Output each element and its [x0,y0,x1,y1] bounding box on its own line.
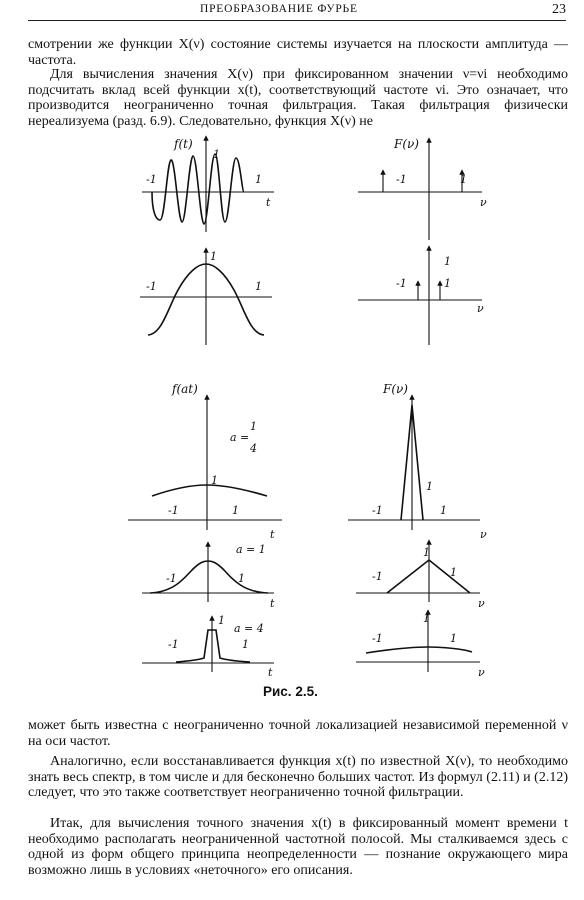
tick-minus-1b: -1 [396,173,407,186]
tick-minus-f: -1 [372,504,383,517]
figure-caption: Рис. 2.5. [263,684,318,699]
tick-minus-h: -1 [372,570,383,583]
axis-t: t [266,196,271,209]
tick-1e: 1 [232,504,239,517]
panel-spectrum-2 [358,248,482,345]
a-quarter-label: a = [230,431,250,444]
tick-minus-d: -1 [396,277,407,290]
tick-minus-g: -1 [166,572,177,585]
paragraph-2: Для вычисления значения X(ν) при фиксированном значении ν=νi необходимо подсчитать вклад всей функции x(t), соответствующий частоте νi. Это означает, что производится неограниченно точная фильтрация. Такая фильтрация физически нереализуема (разд. 6.9). Следовательно, функция X(ν) не [28,67,568,129]
panel-spectrum-1 [358,140,482,240]
tick-1h: 1 [450,566,457,579]
axis-t-e: t [270,528,275,541]
a-quarter-den: 4 [250,442,257,455]
running-title: ПРЕОБРАЗОВАНИЕ ФУРЬЕ [200,3,358,15]
tick-peak-c: 1 [210,250,217,263]
tick-1i: 1 [242,638,249,651]
tick-peak-h: 1 [423,546,430,559]
a1-label: a = 1 [236,543,266,556]
tick-1c: 1 [255,280,262,293]
tick-peak-i: 1 [218,614,225,627]
axis-nu: ν [480,196,487,209]
tick-1f: 1 [440,504,447,517]
tick-minus-1: -1 [146,173,157,186]
paragraph-1: смотрении же функции X(ν) состояние системы изучается на плоскости амплитуда — частота. [28,37,568,68]
tick-1j: 1 [450,632,457,645]
label-fv: F(ν) [394,137,419,151]
tick-1: 1 [255,173,262,186]
paragraph-4: Аналогично, если восстанавливается функция x(t) по известной X(ν), то необходимо знать весь спектр, в том числе и для бесконечно больших частот. Из формул (2.11) и (2.12) следует, что это также соответствует неограниченно точной фильтрации. [28,754,568,801]
tick-peak-f: 1 [426,480,433,493]
tick-peak-e: 1 [211,474,218,487]
panel-pulse [140,250,272,345]
label-ft: f(t) [174,137,193,151]
tick-1b: 1 [460,173,467,186]
axis-nu-h: ν [478,597,485,610]
page-number: 23 [552,2,566,17]
tick-minus-e: -1 [168,504,179,517]
cosine-curve [152,154,244,224]
panel-f-at [128,397,282,530]
panel-F-tall [348,397,480,530]
axis-nu-d: ν [477,302,484,315]
label-fat: f(at) [172,382,198,396]
tick-peak-d: 1 [444,255,451,268]
paragraph-5: Итак, для вычисления точного значения x(t) в фиксированный момент времени t необходимо располагать неограниченной частотной полосой. Мы сталкиваемся здесь с одной из форм общего принципа неопределенности — познание окружающего мира возможно лишь в условиях «неточного» его описания. [28,816,568,878]
tick-peak-1: 1 [213,148,220,161]
tick-minus-j: -1 [372,632,383,645]
tick-minus-c: -1 [146,280,157,293]
paragraph-3: может быть известна с неограниченно точной локализацией независимой переменной ν на оси частот. [28,718,568,749]
tick-1g: 1 [238,572,245,585]
axis-t-i: t [268,666,273,679]
a-quarter-num: 1 [250,420,257,433]
label-Fv: F(ν) [383,382,408,396]
tick-peak-j: 1 [423,612,430,625]
axis-nu-f: ν [480,528,487,541]
axis-t-g: t [270,597,275,610]
a4-label: a = 4 [234,622,264,635]
axis-nu-j: ν [478,666,485,679]
tick-1d: 1 [444,277,451,290]
tick-minus-i: -1 [168,638,179,651]
